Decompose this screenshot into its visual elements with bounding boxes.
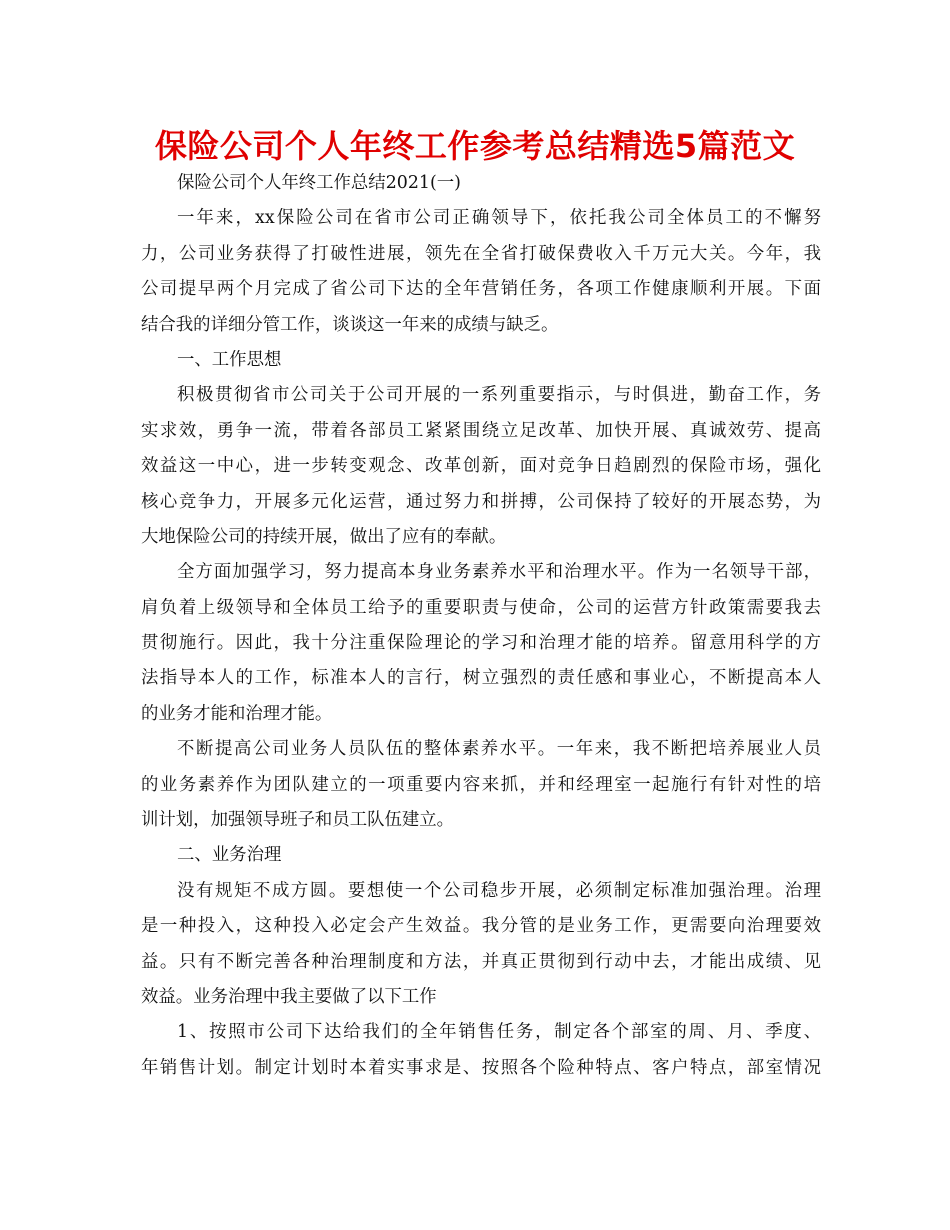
paragraph-line: 肩负着上级领导和全体员工给予的重要职责与使命，公司的运营方针政策需要我去 <box>141 597 821 618</box>
document-title: 保险公司个人年终工作参考总结精选5篇范文 <box>154 127 796 165</box>
paragraph-line: 力，公司业务获得了打破性进展，领先在全省打破保费收入千万元大关。今年，我 <box>141 243 821 264</box>
paragraph-line: 贯彻施行。因此，我十分注重保险理论的学习和治理才能的培养。留意用科学的方 <box>141 633 821 654</box>
paragraph-line: 效益。业务治理中我主要做了以下工作 <box>141 986 437 1007</box>
paragraph-line: 的业务才能和治理才能。 <box>141 703 333 724</box>
paragraph-line: 没有规矩不成方圆。要想使一个公司稳步开展，必须制定标准加强治理。治理 <box>177 880 821 901</box>
paragraph-line: 不断提高公司业务人员队伍的整体素养水平。一年来，我不断把培养展业人员 <box>177 739 821 760</box>
paragraph-line: 效益这一中心，进一步转变观念、改革创新，面对竞争日趋剧烈的保险市场，强化 <box>141 456 821 477</box>
paragraph-line: 是一种投入，这种投入必定会产生效益。我分管的是业务工作，更需要向治理要效 <box>141 916 821 937</box>
paragraph-line: 大地保险公司的持续开展，做出了应有的奉献。 <box>141 526 507 547</box>
paragraph-line: 年销售计划。制定计划时本着实事求是、按照各个险种特点、客户特点，部室情况 <box>141 1057 821 1078</box>
paragraph-line: 益。只有不断完善各种治理制度和方法，并真正贯彻到行动中去，才能出成绩、见 <box>141 951 821 972</box>
paragraph-line: 核心竞争力，开展多元化运营，通过努力和拼搏，公司保持了较好的开展态势，为 <box>141 491 821 512</box>
paragraph-line: 一年来，xx保险公司在省市公司正确领导下，依托我公司全体员工的不懈努 <box>177 208 821 229</box>
paragraph-line: 法指导本人的工作，标准本人的言行，树立强烈的责任感和事业心，不断提高本人 <box>141 668 821 689</box>
section-heading: 二、业务治理 <box>177 845 282 866</box>
paragraph-line: 的业务素养作为团队建立的一项重要内容来抓，并和经理室一起施行有针对性的培 <box>141 774 821 795</box>
paragraph-line: 训计划，加强领导班子和员工队伍建立。 <box>141 810 455 831</box>
paragraph-line: 公司提早两个月完成了省公司下达的全年营销任务，各项工作健康顺利开展。下面 <box>141 279 821 300</box>
subtitle-line: 保险公司个人年终工作总结2021(一) <box>177 173 461 193</box>
paragraph-line: 结合我的详细分管工作，谈谈这一年来的成绩与缺乏。 <box>141 314 559 335</box>
section-heading: 一、工作思想 <box>177 349 282 370</box>
paragraph-line: 全方面加强学习，努力提高本身业务素养水平和治理水平。作为一名领导干部， <box>177 562 821 583</box>
paragraph-line: 实求效，勇争一流，带着各部员工紧紧围绕立足改革、加快开展、真诚效劳、提高 <box>141 420 821 441</box>
document-body <box>141 166 821 1086</box>
paragraph-line: 积极贯彻省市公司关于公司开展的一系列重要指示，与时俱进，勤奋工作，务 <box>177 385 821 406</box>
paragraph-line: 1、按照市公司下达给我们的全年销售任务，制定各个部室的周、月、季度、 <box>177 1022 821 1043</box>
